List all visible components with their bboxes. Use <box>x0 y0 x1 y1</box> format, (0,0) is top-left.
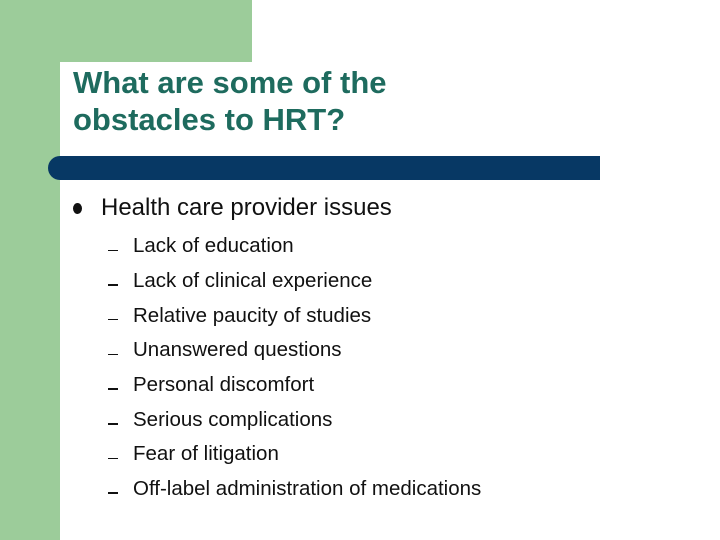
sub-bullet-item <box>108 229 481 264</box>
sub-bullet-text: Serious complications <box>133 407 333 431</box>
sub-bullet-text: Lack of clinical experience <box>133 269 373 293</box>
sub-bullet-item <box>108 333 481 368</box>
bullet-dot-icon <box>73 203 82 214</box>
top-accent-band <box>0 0 252 62</box>
dash-icon <box>108 354 118 356</box>
sub-bullet-text: Unanswered questions <box>133 338 342 362</box>
sub-bullet-item <box>108 472 481 507</box>
sub-bullet-item <box>108 298 481 333</box>
sub-bullet-text: Off-label administration of medications <box>133 477 482 501</box>
sub-bullet-text: Fear of litigation <box>133 442 279 466</box>
dash-icon <box>108 319 118 321</box>
sub-bullet-item <box>108 368 481 403</box>
dash-icon <box>108 492 118 494</box>
dash-icon <box>108 388 118 390</box>
sub-bullet-text: Personal discomfort <box>133 373 315 397</box>
sub-bullet-list <box>108 229 481 507</box>
left-accent-band <box>0 0 60 540</box>
sub-bullet-item <box>108 437 481 472</box>
sub-bullet-text: Lack of education <box>133 234 294 258</box>
slide-title: What are some of the obstacles to HRT? <box>73 65 387 137</box>
dash-icon <box>108 458 118 460</box>
sub-bullet-text: Relative paucity of studies <box>133 303 372 327</box>
bullet-item <box>73 193 392 223</box>
sub-bullet-item <box>108 264 481 299</box>
sub-bullet-item <box>108 402 481 437</box>
dash-icon <box>108 250 118 252</box>
dash-icon <box>108 284 118 286</box>
title-underline-bar <box>60 156 600 180</box>
dash-icon <box>108 423 118 425</box>
bullet-text: Health care provider issues <box>101 194 392 221</box>
